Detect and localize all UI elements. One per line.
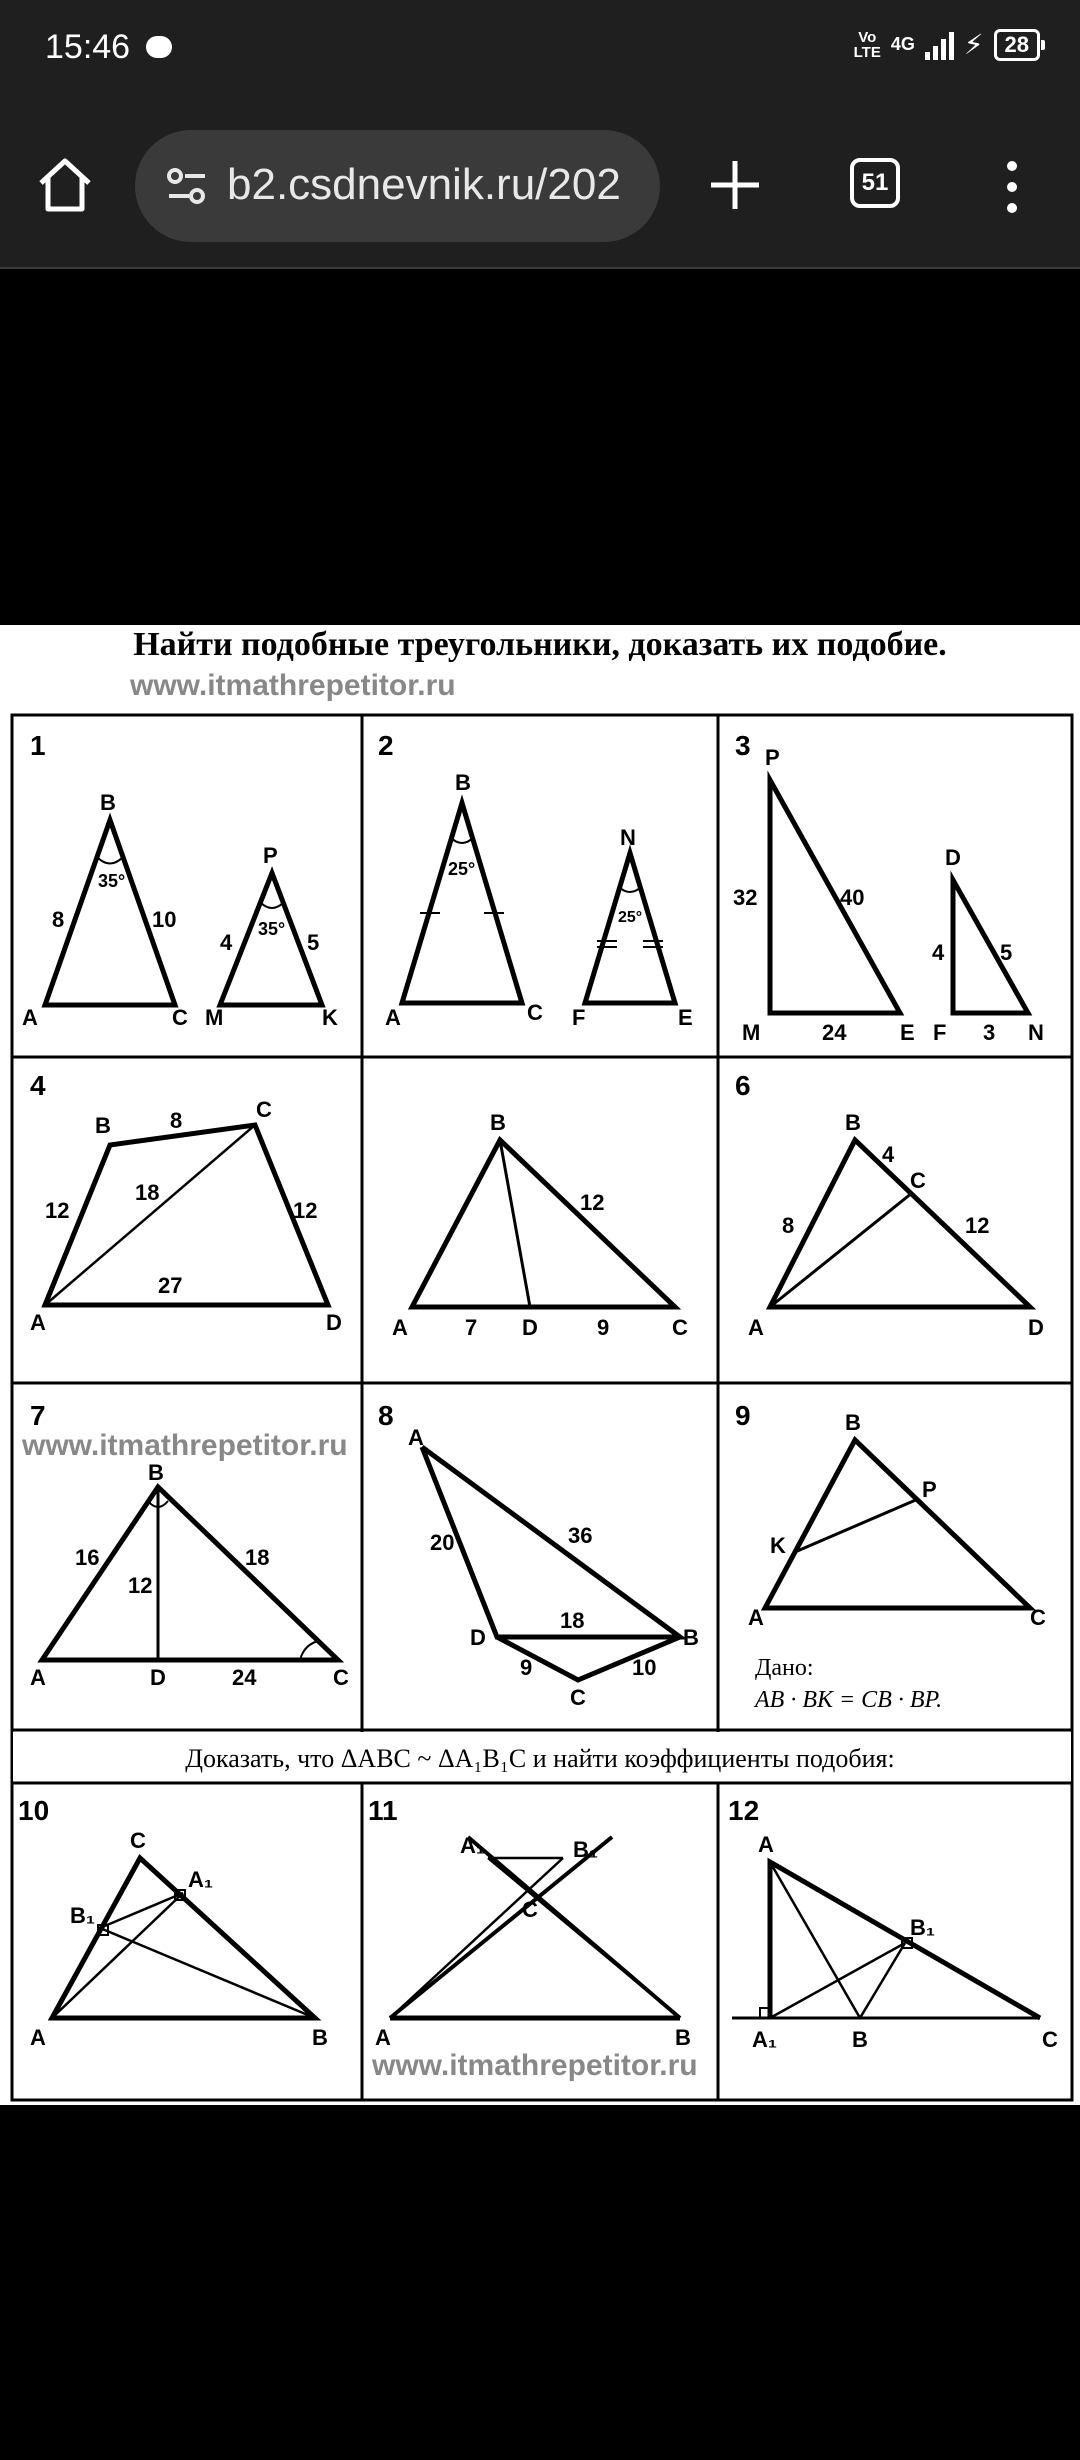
vertex-label: C (130, 1828, 146, 1853)
status-icons (854, 28, 1040, 61)
problem-number: 4 (30, 1070, 46, 1101)
worksheet-svg (0, 625, 1080, 2105)
problem-5 (392, 1110, 688, 1340)
vertex-label: A (408, 1425, 424, 1450)
problem-number: 7 (30, 1400, 46, 1431)
vertex-label: D (470, 1625, 486, 1650)
status-time: 15:46 (45, 28, 131, 66)
problem-number: 2 (378, 730, 394, 761)
given-label: Дано: (755, 1655, 814, 1681)
address-bar[interactable] (135, 130, 660, 242)
side-label: 18 (560, 1608, 585, 1633)
vertex-label: D (150, 1665, 166, 1690)
side-label: 7 (465, 1315, 478, 1340)
network-type: 4G (890, 34, 915, 54)
side-label: 40 (840, 885, 865, 910)
vertex-label: M (205, 1005, 224, 1030)
vertex-label: B₁ (573, 1837, 598, 1862)
side-label: 20 (430, 1530, 455, 1555)
tune-icon[interactable] (165, 166, 209, 206)
bolt-icon: ⚡ (963, 29, 984, 60)
side-label: 5 (1000, 940, 1013, 965)
vertex-label: A (392, 1315, 408, 1340)
problem-3 (733, 745, 1044, 1045)
status-bar (0, 0, 1080, 105)
vertex-label: A (375, 2025, 391, 2050)
vertex-label: B (95, 1113, 111, 1138)
worksheet-subtitle: Доказать, что ΔABC ~ ΔA₁B₁C и найти коэффициенты подобия: (185, 1744, 895, 1773)
vertex-label: N (620, 825, 636, 850)
side-label: 16 (75, 1545, 100, 1570)
plus-icon[interactable] (705, 155, 765, 215)
home-icon[interactable] (35, 155, 95, 215)
side-label: 12 (965, 1213, 990, 1238)
problem-10 (30, 1828, 328, 2050)
vertex-label: E (678, 1005, 693, 1030)
side-label: 32 (733, 885, 758, 910)
vertex-label: A (30, 1665, 46, 1690)
side-label: 36 (568, 1523, 593, 1548)
vertex-label: B (675, 2025, 691, 2050)
watermark: www.itmathrepetitor.ru (130, 669, 456, 702)
side-label: 27 (158, 1273, 183, 1298)
battery-indicator: 28 (994, 29, 1040, 61)
volte-top: Vo (858, 28, 877, 46)
side-label: 18 (135, 1180, 160, 1205)
vertex-label: C (172, 1005, 188, 1030)
side-label: 10 (152, 907, 177, 932)
side-label: 12 (45, 1198, 70, 1223)
side-label: 8 (52, 907, 65, 932)
side-label: 4 (932, 940, 945, 965)
vertex-label: E (900, 1020, 915, 1045)
vertex-label: C (256, 1097, 272, 1122)
problem-7 (30, 1460, 349, 1690)
browser-toolbar (0, 105, 1080, 269)
given-formula: AB · BK = CB · BP. (755, 1687, 943, 1713)
worksheet-title: Найти подобные треугольники, доказать их подобие. (133, 626, 947, 663)
side-label: 12 (128, 1573, 153, 1598)
vertex-label: A (758, 1832, 774, 1857)
vertex-label: A (748, 1605, 764, 1630)
problem-9 (748, 1410, 1046, 1713)
side-label: 18 (245, 1545, 270, 1570)
problem-number: 11 (368, 1795, 398, 1826)
vertex-label: A (748, 1315, 764, 1340)
vertex-label: B (312, 2025, 328, 2050)
vertex-label: B (845, 1410, 861, 1435)
angle-label: 35° (98, 871, 126, 891)
vertex-label: C (333, 1665, 349, 1690)
vertex-label: K (322, 1005, 338, 1030)
side-label: 10 (632, 1655, 657, 1680)
side-label: 24 (232, 1665, 257, 1690)
vertex-label: B (683, 1625, 699, 1650)
vertex-label: C (910, 1168, 926, 1193)
vertex-label: N (1028, 1020, 1044, 1045)
vertex-label: M (742, 1020, 761, 1045)
volte-indicator (854, 30, 881, 60)
vertex-label: D (945, 845, 961, 870)
vertex-label: A₁ (460, 1833, 485, 1858)
watermark: www.itmathrepetitor.ru (22, 1429, 348, 1462)
vertex-label: C (522, 1897, 538, 1922)
side-label: 9 (520, 1655, 533, 1680)
vertex-label: B (100, 790, 116, 815)
vertex-label: D (522, 1315, 538, 1340)
side-label: 9 (597, 1315, 610, 1340)
tabs-icon[interactable]: 51 (850, 158, 900, 208)
side-label: 12 (293, 1198, 318, 1223)
problem-number: 3 (735, 730, 751, 761)
vertex-label: C (570, 1685, 586, 1710)
problem-number: 1 (30, 730, 46, 761)
side-label: 3 (983, 1020, 996, 1045)
volte-bottom: LTE (853, 43, 881, 61)
problem-2 (385, 770, 693, 1030)
problem-6 (748, 1110, 1044, 1340)
problem-number: 6 (735, 1070, 751, 1101)
problem-11 (375, 1833, 691, 2050)
side-label: 12 (580, 1190, 605, 1215)
vertex-label: A (30, 2025, 46, 2050)
vertex-label: B₁ (910, 1915, 935, 1940)
vertex-label: K (770, 1533, 786, 1558)
signal-icon (925, 30, 954, 60)
vertex-label: P (263, 843, 278, 868)
vertex-label: C (1030, 1605, 1046, 1630)
watermark: www.itmathrepetitor.ru (372, 2049, 698, 2082)
angle-label: 25° (618, 909, 643, 926)
problem-number: 12 (728, 1795, 760, 1826)
vertex-label: C (672, 1315, 688, 1340)
vertex-label: A₁ (188, 1867, 213, 1892)
chat-icon (146, 36, 172, 58)
vertex-label: P (765, 745, 780, 770)
vertex-label: A (22, 1005, 38, 1030)
vertex-label: D (326, 1310, 342, 1335)
vertex-label: B (148, 1460, 164, 1485)
vertex-label: F (933, 1020, 947, 1045)
problem-number: 9 (735, 1400, 751, 1431)
side-label: 4 (882, 1142, 895, 1167)
vertex-label: P (922, 1477, 937, 1502)
vertex-label: A (385, 1005, 401, 1030)
menu-icon[interactable] (1000, 160, 1024, 214)
problem-12 (732, 1832, 1058, 2052)
side-label: 8 (170, 1108, 183, 1133)
vertex-label: A₁ (752, 2027, 777, 2052)
side-label: 4 (220, 930, 233, 955)
problem-8 (408, 1425, 699, 1710)
vertex-label: B (455, 770, 471, 795)
side-label: 5 (307, 930, 320, 955)
problem-1 (22, 790, 338, 1030)
vertex-label: F (572, 1005, 586, 1030)
vertex-label: D (1028, 1315, 1044, 1340)
url-text[interactable]: b2.csdnevnik.ru/202 (227, 160, 621, 209)
vertex-label: B₁ (70, 1903, 95, 1928)
worksheet-image (0, 625, 1080, 2105)
angle-label: 35° (258, 919, 286, 939)
vertex-label: A (30, 1310, 46, 1335)
problem-4 (30, 1097, 342, 1335)
vertex-label: B (852, 2027, 868, 2052)
vertex-label: C (527, 1000, 543, 1025)
problem-number: 8 (378, 1400, 394, 1431)
vertex-label: B (490, 1110, 506, 1135)
vertex-label: C (1042, 2027, 1058, 2052)
side-label: 24 (822, 1020, 847, 1045)
vertex-label: B (845, 1110, 861, 1135)
problem-number: 10 (18, 1795, 50, 1826)
side-label: 8 (782, 1213, 795, 1238)
angle-label: 25° (448, 859, 476, 879)
